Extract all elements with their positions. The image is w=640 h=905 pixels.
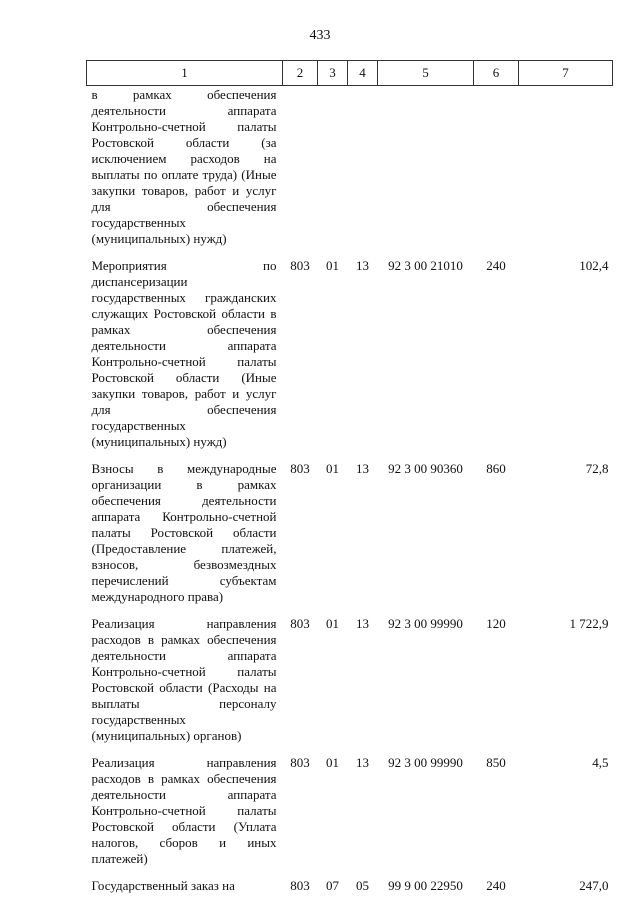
table-row	[87, 754, 613, 877]
row-section-code	[318, 86, 348, 258]
header-row	[87, 61, 613, 86]
row-subsection-code: 05	[356, 878, 369, 893]
page-number: 433	[309, 28, 331, 43]
row-amount: 72,8	[585, 461, 609, 476]
table-body	[87, 86, 613, 905]
row-description: Мероприятия по диспансеризации государственных гражданских служащих Ростовской области в рамках обеспечения деятельности аппарата Контрольно-счетной палаты Ростовской области (Иные закупки товаров, работ и услуг для обеспечения государственных (муниципальных) нужд)	[91, 258, 277, 449]
row-subsection-code: 13	[356, 755, 369, 770]
budget-table	[86, 60, 613, 904]
row-ministry-code	[283, 86, 318, 258]
row-target-code: 92 3 00 99990	[388, 755, 463, 770]
row-expense-type: 240	[486, 258, 506, 273]
header-col-2: 2	[283, 61, 318, 86]
header-col-1: 1	[87, 61, 283, 86]
row-ministry-code: 803	[290, 258, 310, 273]
row-section-code: 01	[326, 258, 339, 273]
row-target-code: 92 3 00 99990	[388, 616, 463, 631]
table-row	[87, 877, 613, 904]
table-header	[87, 61, 613, 86]
row-subsection-code: 13	[356, 616, 369, 631]
header-col-3: 3	[318, 61, 348, 86]
row-expense-type: 120	[486, 616, 506, 631]
row-expense-type: 240	[486, 878, 506, 893]
row-section-code: 07	[326, 878, 339, 893]
row-expense-type: 850	[486, 755, 506, 770]
row-target-code: 99 9 00 22950	[388, 878, 463, 893]
row-amount: 1 722,9	[569, 616, 609, 631]
row-amount: 102,4	[579, 258, 609, 273]
row-description: Реализация направления расходов в рамках обеспечения деятельности аппарата Контрольно-счетной палаты Ростовской области (Уплата налогов, сборов и иных платежей)	[91, 755, 277, 866]
row-ministry-code: 803	[290, 755, 310, 770]
table-row	[87, 615, 613, 754]
row-description: в рамках обеспечения деятельности аппарата Контрольно-счетной палаты Ростовской области (за исключением расходов на выплаты по оплате труда) (Иные закупки товаров, работ и услуг для обеспечения государственных (муниципальных) нужд)	[91, 87, 277, 246]
table-row	[87, 86, 613, 258]
header-col-6: 6	[474, 61, 519, 86]
row-ministry-code: 803	[290, 878, 310, 893]
row-subsection-code	[348, 86, 378, 258]
header-col-5: 5	[378, 61, 474, 86]
row-target-code: 92 3 00 90360	[388, 461, 463, 476]
row-subsection-code: 13	[356, 461, 369, 476]
row-amount: 247,0	[579, 878, 609, 893]
row-section-code: 01	[326, 461, 339, 476]
row-target-code	[378, 86, 474, 258]
row-description: Реализация направления расходов в рамках обеспечения деятельности аппарата Контрольно-счетной палаты Ростовской области (Расходы на выплаты персоналу государственных (муниципальных) органов)	[91, 616, 277, 743]
row-expense-type	[474, 86, 519, 258]
header-col-7: 7	[519, 61, 613, 86]
header-col-4: 4	[348, 61, 378, 86]
row-ministry-code: 803	[290, 616, 310, 631]
table-row	[87, 257, 613, 460]
row-description: Государственный заказ на	[91, 878, 235, 893]
row-amount	[519, 86, 613, 258]
row-section-code: 01	[326, 616, 339, 631]
row-target-code: 92 3 00 21010	[388, 258, 463, 273]
row-amount: 4,5	[592, 755, 609, 770]
row-expense-type: 860	[486, 461, 506, 476]
row-description: Взносы в международные организации в рамках обеспечения деятельности аппарата Контрольно-счетной палаты Ростовской области (Предоставление платежей, взносов, безвозмездных перечислений субъектам международного права)	[91, 461, 277, 604]
row-subsection-code: 13	[356, 258, 369, 273]
row-ministry-code: 803	[290, 461, 310, 476]
row-section-code: 01	[326, 755, 339, 770]
table-row	[87, 460, 613, 615]
